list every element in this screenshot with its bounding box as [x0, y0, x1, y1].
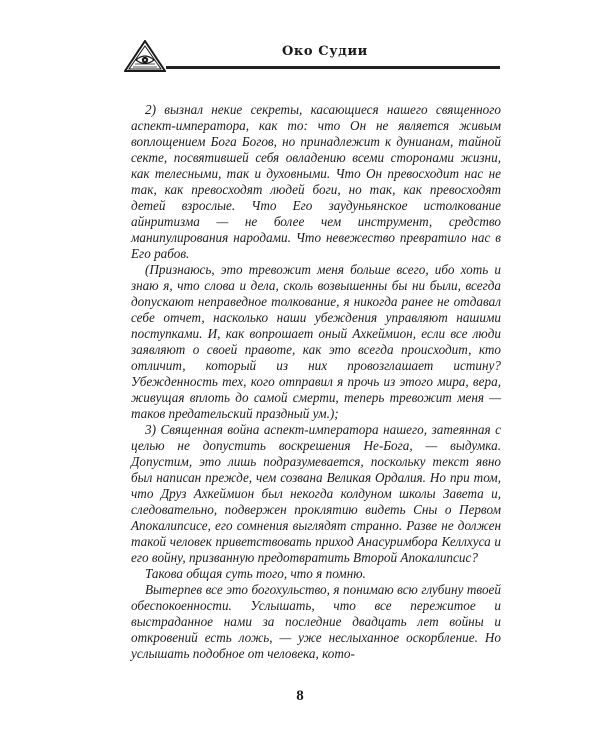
header-rule	[166, 66, 500, 69]
body-text	[131, 102, 501, 662]
paragraph: 3) Священная война аспект-императора нашего, затеянная с целью не допустить воскрешения Не-Бога, — выдумка. Допустим, это лишь подразумевается, поскольку текст явно был написан прежде, чем созвана Великая Ордалия. Но при том, что Друз Ахкеймион был некогда колдуном школы Завета и, следовательно, подвержен проклятию видеть Сны о Первом Апокалипсисе, его сомнения выглядят странно. Разве не должен такой человек приветствовать приход Анасуримбора Келлхуса и его войну, призванную предотвратить Второй Апокалипсис?	[131, 422, 501, 565]
book-title: Око Судии	[282, 44, 368, 59]
paragraph: 2) вызнал некие секреты, касающиеся нашего священного аспект-императора, как то: что Он не является живым воплощением Бога Богов, но принадлежит к дунианам, тайной секте, посвятившей себя овладению всеми сторонами жизни, как телесными, так и духовными. Что Он превосходит нас не так, как превосходят людей боги, но так, как превосходят детей взрослые. Что Его заудуньянское истолкование айнритизма — не более чем инструмент, средство манипулирования народами. Что невежество превратило нас в Его рабов.	[131, 102, 501, 261]
running-header	[0, 0, 600, 90]
page-number: 8	[296, 688, 304, 704]
eye-in-triangle-icon	[124, 40, 166, 72]
paragraph: (Признаюсь, это тревожит меня больше всего, ибо хоть и знаю я, что слова и дела, сколь возвышенны бы ни были, всегда допускают неправедное толкование, я никогда ранее не отдавал себе отчет, насколько наши убеждения управляют нашими поступками. И, как вопрошает оный Ахкеймион, если все люди заявляют о своей правоте, как это всегда происходит, кто отличит, который из них провозглашает истину? Убежденность тех, кого отправил я прочь из этого мира, вера, живущая вплоть до самой смерти, теперь тревожит меня — таков предательский праздный ум.);	[131, 262, 501, 421]
paragraph: Вытерпев все это богохульство, я понимаю всю глубину твоей обеспокоенности. Услышать, что все пережитое и выстраданное нами за последние двадцать лет войны и откровений есть ложь, — уже неслыханное оскорбление. Но услышать подобное от человека, кото-	[131, 582, 501, 661]
paragraph: Такова общая суть того, что я помню.	[145, 566, 366, 581]
